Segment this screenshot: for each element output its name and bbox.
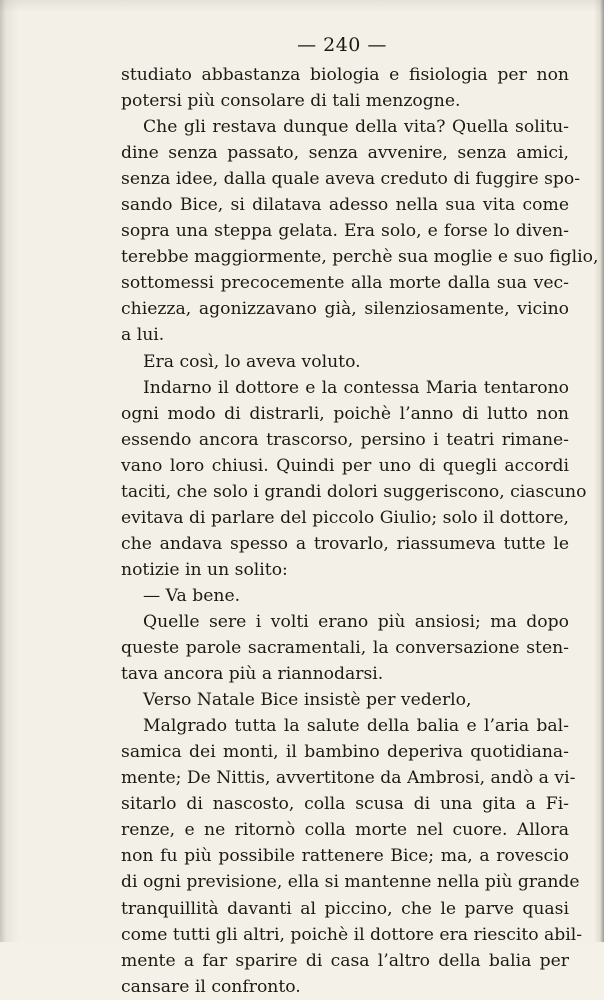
text-line: che andava spesso a trovarlo, riassumeva tutte le: [121, 533, 569, 554]
text-line: Che gli restava dunque della vita? Quella solitu-: [143, 117, 569, 138]
text-line: sando Bice, si dilatava adesso nella sua vita come: [121, 195, 569, 216]
text-line: come tutti gli altri, poichè il dottore era riescito abil-: [121, 924, 583, 945]
text-line: queste parole sacramentali, la conversazione sten-: [121, 638, 569, 659]
text-line: essendo ancora trascorso, persino i teatri rimane-: [121, 429, 569, 450]
text-line: Era così, lo aveva voluto.: [143, 351, 361, 372]
text-line: sottomessi precocemente alla morte dalla sua vec-: [121, 273, 569, 294]
text-line: studiato abbastanza biologia e fisiologia per non: [121, 65, 569, 85]
text-line: sopra una steppa gelata. Era solo, e forse lo diven-: [121, 221, 569, 242]
body-text: [121, 62, 599, 1000]
text-line: sitarlo di nascosto, colla scusa di una gita a Fi-: [121, 794, 569, 815]
text-line: — Va bene.: [143, 585, 241, 606]
text-line: tranquillità davanti al piccino, che le parve quasi: [121, 898, 569, 919]
text-line: mente; De Nittis, avvertitone da Ambrosi, andò a vi-: [121, 768, 576, 789]
text-line: Malgrado tutta la salute della balia e l’aria bal-: [143, 716, 569, 737]
text-line: vano loro chiusi. Quindi per uno di quegli accordi: [121, 455, 569, 476]
text-line: cansare il confronto.: [121, 976, 301, 997]
text-line: Verso Natale Bice insistè per vederlo,: [143, 690, 472, 711]
text-line: Quelle sere i volti erano più ansiosi; ma dopo: [143, 611, 569, 632]
text-line: chiezza, agonizzavano già, silenziosamente, vicino: [121, 299, 569, 320]
text-line: renze, e ne ritornò colla morte nel cuore. Allora: [121, 820, 569, 841]
text-line: notizie in un solito:: [121, 559, 288, 580]
text-line: tava ancora più a riannodarsi.: [121, 664, 384, 685]
text-line: Indarno il dottore e la contessa Maria tentarono: [143, 377, 569, 398]
text-line: taciti, che solo i grandi dolori suggeriscono, ciascuno: [121, 481, 587, 502]
text-line: evitava di parlare del piccolo Giulio; solo il dottore,: [121, 507, 569, 528]
text-line: potersi più consolare di tali menzogne.: [121, 91, 461, 112]
text-line: a lui.: [121, 325, 165, 346]
text-line: ogni modo di distrarli, poichè l’anno di lutto non: [121, 403, 569, 424]
text-line: di ogni previsione, ella si mantenne nella più grande: [121, 872, 580, 893]
text-line: mente a far sparire di casa l’altro della balia per: [121, 950, 569, 971]
text-line: non fu più possibile rattenere Bice; ma, a rovescio: [121, 846, 569, 867]
text-line: terebbe maggiormente, perchè sua moglie e suo figlio,: [121, 247, 599, 268]
text-line: samica dei monti, il bambino deperiva quotidiana-: [121, 742, 569, 763]
text-line: dine senza passato, senza avvenire, senza amici,: [121, 143, 569, 164]
text-line: senza idee, dalla quale aveva creduto di fuggire spo-: [121, 169, 581, 190]
page-number: — 240 —: [297, 34, 387, 56]
